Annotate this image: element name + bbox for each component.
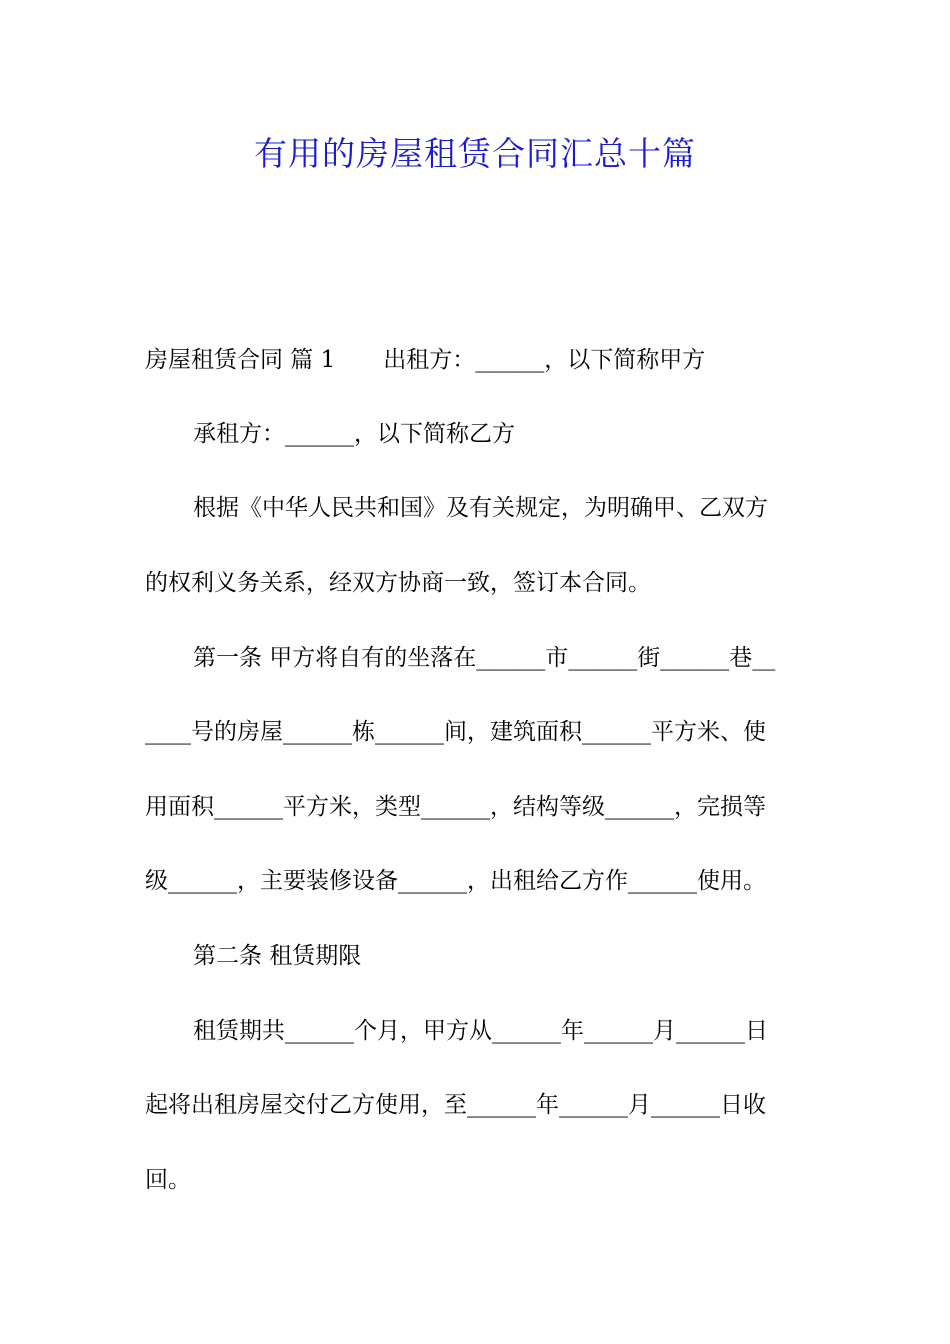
article-2-line-1: 租赁期共______个月，甲方从______年______月______日	[193, 1018, 768, 1044]
article-2-line-3: 回。	[145, 1167, 191, 1193]
contract-heading-line	[145, 345, 705, 375]
lessee-clause: 承租方：______，以下简称乙方	[193, 421, 515, 447]
lessor-clause: 出租方：______，以下简称甲方	[383, 347, 706, 373]
article-1-line-4: 级______，主要装修设备______，出租给乙方作______使用。	[145, 868, 766, 894]
article-1-line-1: 第一条 甲方将自有的坐落在______市______街______巷__	[193, 645, 776, 671]
article-1-line-3: 用面积______平方米，类型______，结构等级______，完损等	[145, 794, 766, 820]
preamble-line-1: 根据《中华人民共和国》及有关规定，为明确甲、乙双方	[193, 495, 768, 521]
contract-heading: 房屋租赁合同 篇 1	[145, 347, 336, 373]
article-2-heading: 第二条 租赁期限	[193, 943, 362, 969]
document-title: 有用的房屋租赁合同汇总十篇	[254, 134, 696, 173]
article-2-line-2: 起将出租房屋交付乙方使用，至______年______月______日收	[145, 1092, 766, 1118]
preamble-line-2: 的权利义务关系，经双方协商一致，签订本合同。	[145, 570, 651, 596]
article-1-line-2: ____号的房屋______栋______间，建筑面积______平方米、使	[145, 719, 766, 745]
